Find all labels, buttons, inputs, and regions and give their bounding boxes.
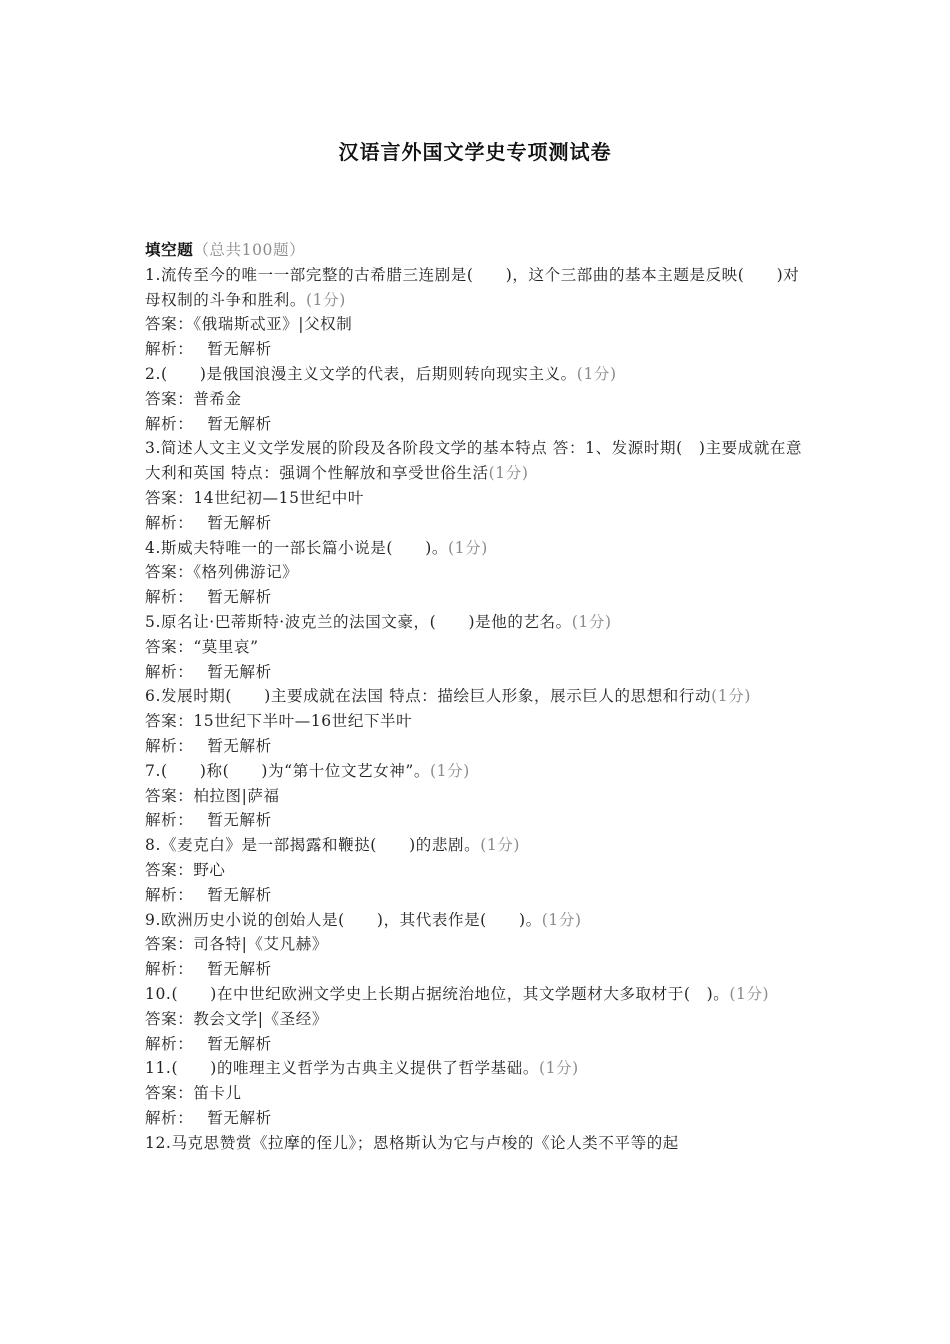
answer-value: “莫里哀” (193, 637, 259, 656)
answer-value: 普希金 (193, 389, 242, 408)
answer-label: 答案： (145, 712, 194, 731)
analysis-label: 解析： (145, 588, 194, 607)
question-score: (1分) (430, 761, 470, 780)
analysis-label: 解析： (145, 885, 194, 904)
analysis-line (145, 808, 810, 833)
question-text (145, 759, 810, 784)
analysis-line (145, 337, 810, 362)
question-stem: 11.( )的唯理主义哲学为古典主义提供了哲学基础。 (145, 1059, 539, 1078)
answer-label: 答案： (145, 786, 194, 805)
answer-label: 答案： (145, 860, 194, 879)
question-item (145, 982, 810, 1056)
question-stem: 2.( )是俄国浪漫主义文学的代表，后期则转向现实主义。 (145, 364, 577, 383)
question-score: (1分) (576, 364, 617, 383)
question-stem: 7.( )称( )为“第十位文艺女神”。 (145, 761, 431, 780)
question-stem: 5.原名让·巴蒂斯特·波克兰的法国文豪，( )是他的艺名。 (145, 612, 572, 631)
question-item (145, 536, 810, 610)
analysis-line (145, 957, 810, 982)
answer-label: 答案： (145, 315, 194, 334)
answer-value: 笛卡儿 (193, 1084, 242, 1103)
analysis-value: 暂无解析 (207, 736, 272, 755)
analysis-value: 暂无解析 (207, 340, 272, 359)
answer-line (145, 1081, 810, 1106)
answer-value: 14世纪初—15世纪中叶 (193, 488, 364, 507)
analysis-value: 暂无解析 (207, 414, 272, 433)
question-text (145, 536, 810, 561)
question-item (145, 833, 810, 907)
question-item (145, 610, 810, 684)
analysis-value: 暂无解析 (207, 513, 272, 532)
analysis-label: 解析： (145, 1108, 194, 1127)
analysis-label: 解析： (145, 340, 194, 359)
question-item (145, 263, 810, 362)
answer-label: 答案： (145, 1009, 194, 1028)
analysis-label: 解析： (145, 513, 194, 532)
question-text (145, 610, 810, 635)
answer-line (145, 1007, 810, 1032)
question-text (145, 908, 810, 933)
trailing-question-line: 12.马克思赞赏《拉摩的侄儿》；恩格斯认为它与卢梭的《论人类不平等的起 (145, 1133, 679, 1152)
question-text (145, 684, 810, 709)
question-score: (1分) (447, 538, 488, 557)
question-text (145, 833, 810, 858)
answer-line (145, 784, 810, 809)
analysis-value: 暂无解析 (207, 960, 272, 979)
question-item (145, 362, 810, 436)
question-score: (1分) (306, 290, 346, 309)
analysis-label: 解析： (145, 960, 194, 979)
question-list (145, 263, 810, 1131)
question-score: (1分) (538, 1059, 579, 1078)
question-item (145, 1056, 810, 1130)
analysis-value: 暂无解析 (207, 885, 272, 904)
answer-value: 15世纪下半叶—16世纪下半叶 (193, 712, 413, 731)
analysis-line (145, 734, 810, 759)
analysis-label: 解析： (145, 811, 194, 830)
question-item (145, 436, 810, 535)
answer-value: 柏拉图|萨福 (193, 786, 280, 805)
analysis-value: 暂无解析 (207, 1108, 272, 1127)
answer-line (145, 932, 810, 957)
analysis-line (145, 412, 810, 437)
question-score: (1分) (711, 687, 751, 706)
question-stem: 4.斯威夫特唯一的一部长篇小说是( )。 (145, 538, 448, 557)
question-score: (1分) (571, 612, 612, 631)
analysis-value: 暂无解析 (207, 1034, 272, 1053)
question-score: (1分) (488, 464, 529, 483)
answer-label: 答案： (145, 637, 194, 656)
document-body (145, 238, 810, 1155)
answer-line (145, 387, 810, 412)
analysis-label: 解析： (145, 1034, 194, 1053)
answer-line (145, 312, 810, 337)
answer-label: 答案： (145, 935, 194, 954)
question-stem: 3.简述人文主义文学发展的阶段及各阶段文学的基本特点 答：1、发源时期( )主要成就在意大利和英国 特点：强调个性解放和享受世俗生活 (145, 439, 803, 483)
question-stem: 10.( )在中世纪欧洲文学史上长期占据统治地位，其文学题材大多取材于( )。 (145, 984, 730, 1003)
answer-label: 答案： (145, 563, 194, 582)
answer-label: 答案： (145, 1084, 194, 1103)
analysis-line (145, 1106, 810, 1131)
answer-line (145, 560, 810, 585)
analysis-line (145, 585, 810, 610)
question-score: (1分) (480, 836, 521, 855)
analysis-label: 解析： (145, 662, 194, 681)
question-text (145, 436, 810, 486)
section-heading-text: 填空题 (145, 240, 194, 259)
analysis-label: 解析： (145, 736, 194, 755)
analysis-line (145, 511, 810, 536)
analysis-line (145, 660, 810, 685)
question-item (145, 684, 810, 758)
analysis-value: 暂无解析 (207, 588, 272, 607)
section-subheading: （总共100题） (193, 241, 306, 259)
question-stem: 1.流传至今的唯一一部完整的古希腊三连剧是( )，这个三部曲的基本主题是反映( )对母权制的斗争和胜利。 (145, 265, 800, 309)
answer-line (145, 709, 810, 734)
question-stem: 8.《麦克白》是一部揭露和鞭挞( )的悲剧。 (145, 836, 481, 855)
question-item (145, 759, 810, 833)
answer-value: 教会文学|《圣经》 (193, 1009, 328, 1028)
question-text (145, 263, 810, 313)
answer-value: 野心 (193, 860, 226, 879)
analysis-value: 暂无解析 (207, 811, 272, 830)
question-text (145, 362, 810, 387)
answer-line (145, 635, 810, 660)
question-text (145, 982, 810, 1007)
question-text (145, 1056, 810, 1081)
question-item (145, 908, 810, 982)
answer-line (145, 486, 810, 511)
question-score: (1分) (541, 910, 582, 929)
document-title: 汉语言外国文学史专项测试卷 (338, 140, 612, 164)
answer-value: 司各特|《艾凡赫》 (193, 935, 328, 954)
answer-value: 《格列佛游记》 (193, 563, 299, 582)
question-score: (1分) (729, 984, 770, 1003)
answer-line (145, 858, 810, 883)
analysis-line (145, 883, 810, 908)
answer-value: 《俄瑞斯忒亚》|父权制 (193, 315, 353, 334)
answer-label: 答案： (145, 488, 194, 507)
analysis-label: 解析： (145, 414, 194, 433)
question-stem: 6.发展时期( )主要成就在法国 特点：描绘巨人形象，展示巨人的思想和行动 (145, 687, 712, 706)
analysis-line (145, 1032, 810, 1057)
question-stem: 9.欧洲历史小说的创始人是( )，其代表作是( )。 (145, 910, 542, 929)
analysis-value: 暂无解析 (207, 662, 272, 681)
answer-label: 答案： (145, 389, 194, 408)
section-heading (145, 238, 810, 263)
